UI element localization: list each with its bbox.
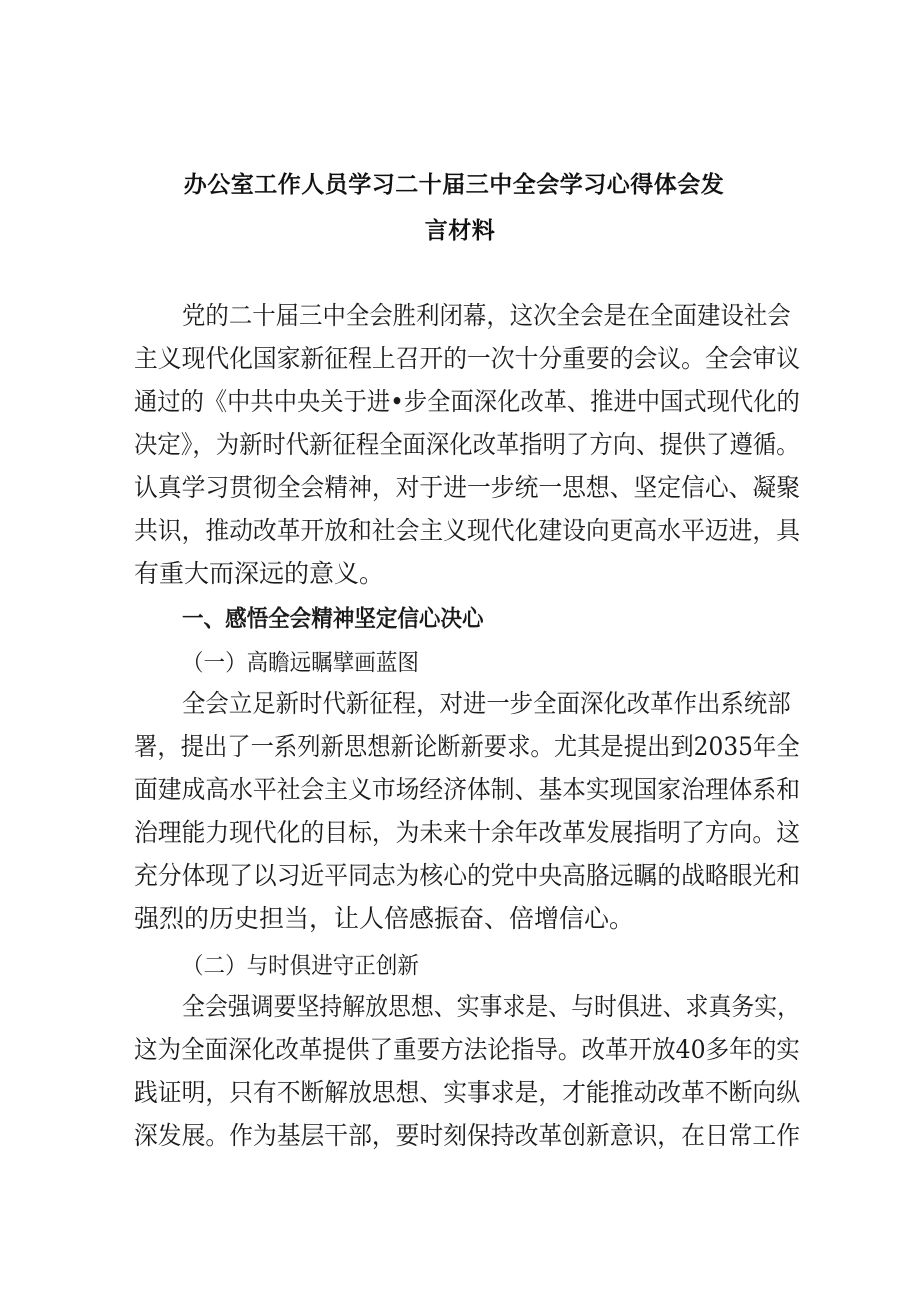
paragraph-1-line-7: 有重大而深远的意义。	[134, 559, 385, 588]
section-heading-1: 一、感悟全会精神坚定信心决心	[182, 606, 484, 632]
document-title-line-1: 办公室工作人员学习二十届三中全会学习心得体会发	[183, 172, 725, 198]
paragraph-1-line-3: 通过的《中共中央关于进•步全面深化改革、推进中国式现代化的	[134, 387, 800, 416]
paragraph-1-line-4: 决定》，为新时代新征程全面深化改革指明了方向、提供了遵循。	[134, 430, 800, 459]
paragraph-3-line-1: 全会强调要坚持解放思想、实事求是、与时俱进、求真务实，	[182, 992, 801, 1021]
paragraph-2-line-1: 全会立足新时代新征程，对进一步全面深化改革作出系统部	[182, 689, 791, 718]
paragraph-1-line-6: 共识，推动改革开放和社会主义现代化建设向更高水平迈进，具	[134, 516, 801, 545]
subsection-heading-2: （二）与时俱进守正创新	[182, 953, 419, 979]
paragraph-2-line-4: 治理能力现代化的目标，为未来十余年改革发展指明了方向。这	[134, 818, 801, 847]
paragraph-2-line-2: 署，提出了一系列新思想新论断新要求。尤其是提出到2035年全	[134, 732, 800, 761]
document-title-line-2: 言材料	[424, 218, 496, 244]
paragraph-1-line-5: 认真学习贯彻全会精神，对于进一步统一思想、坚定信心、凝聚	[134, 473, 801, 502]
paragraph-1-line-1: 党的二十届三中全会胜利闭幕，这次全会是在全面建设社会	[182, 301, 791, 330]
subsection-heading-1: （一）高瞻远瞩擘画蓝图	[182, 650, 419, 676]
paragraph-3-line-2: 这为全面深化改革提供了重要方法论指导。改革开放40多年的实	[134, 1035, 800, 1064]
paragraph-1-line-2: 主义现代化国家新征程上召开的一次十分重要的会议。全会审议	[134, 344, 801, 373]
paragraph-2-line-5: 充分体现了以习近平同志为核心的党中央高胳远瞩的战略眼光和	[134, 861, 801, 890]
paragraph-3-line-4: 深发展。作为基层干部，要时刻保持改革创新意识，在日常工作	[134, 1121, 801, 1150]
paragraph-2-line-6: 强烈的历史担当，让人倍感振奋、倍增信心。	[134, 904, 635, 933]
paragraph-3-line-3: 践证明，只有不断解放思想、实事求是，才能推动改革不断向纵	[134, 1078, 801, 1107]
paragraph-2-line-3: 面建成高水平社会主义市场经济体制、基本实现国家治理体系和	[134, 775, 801, 804]
